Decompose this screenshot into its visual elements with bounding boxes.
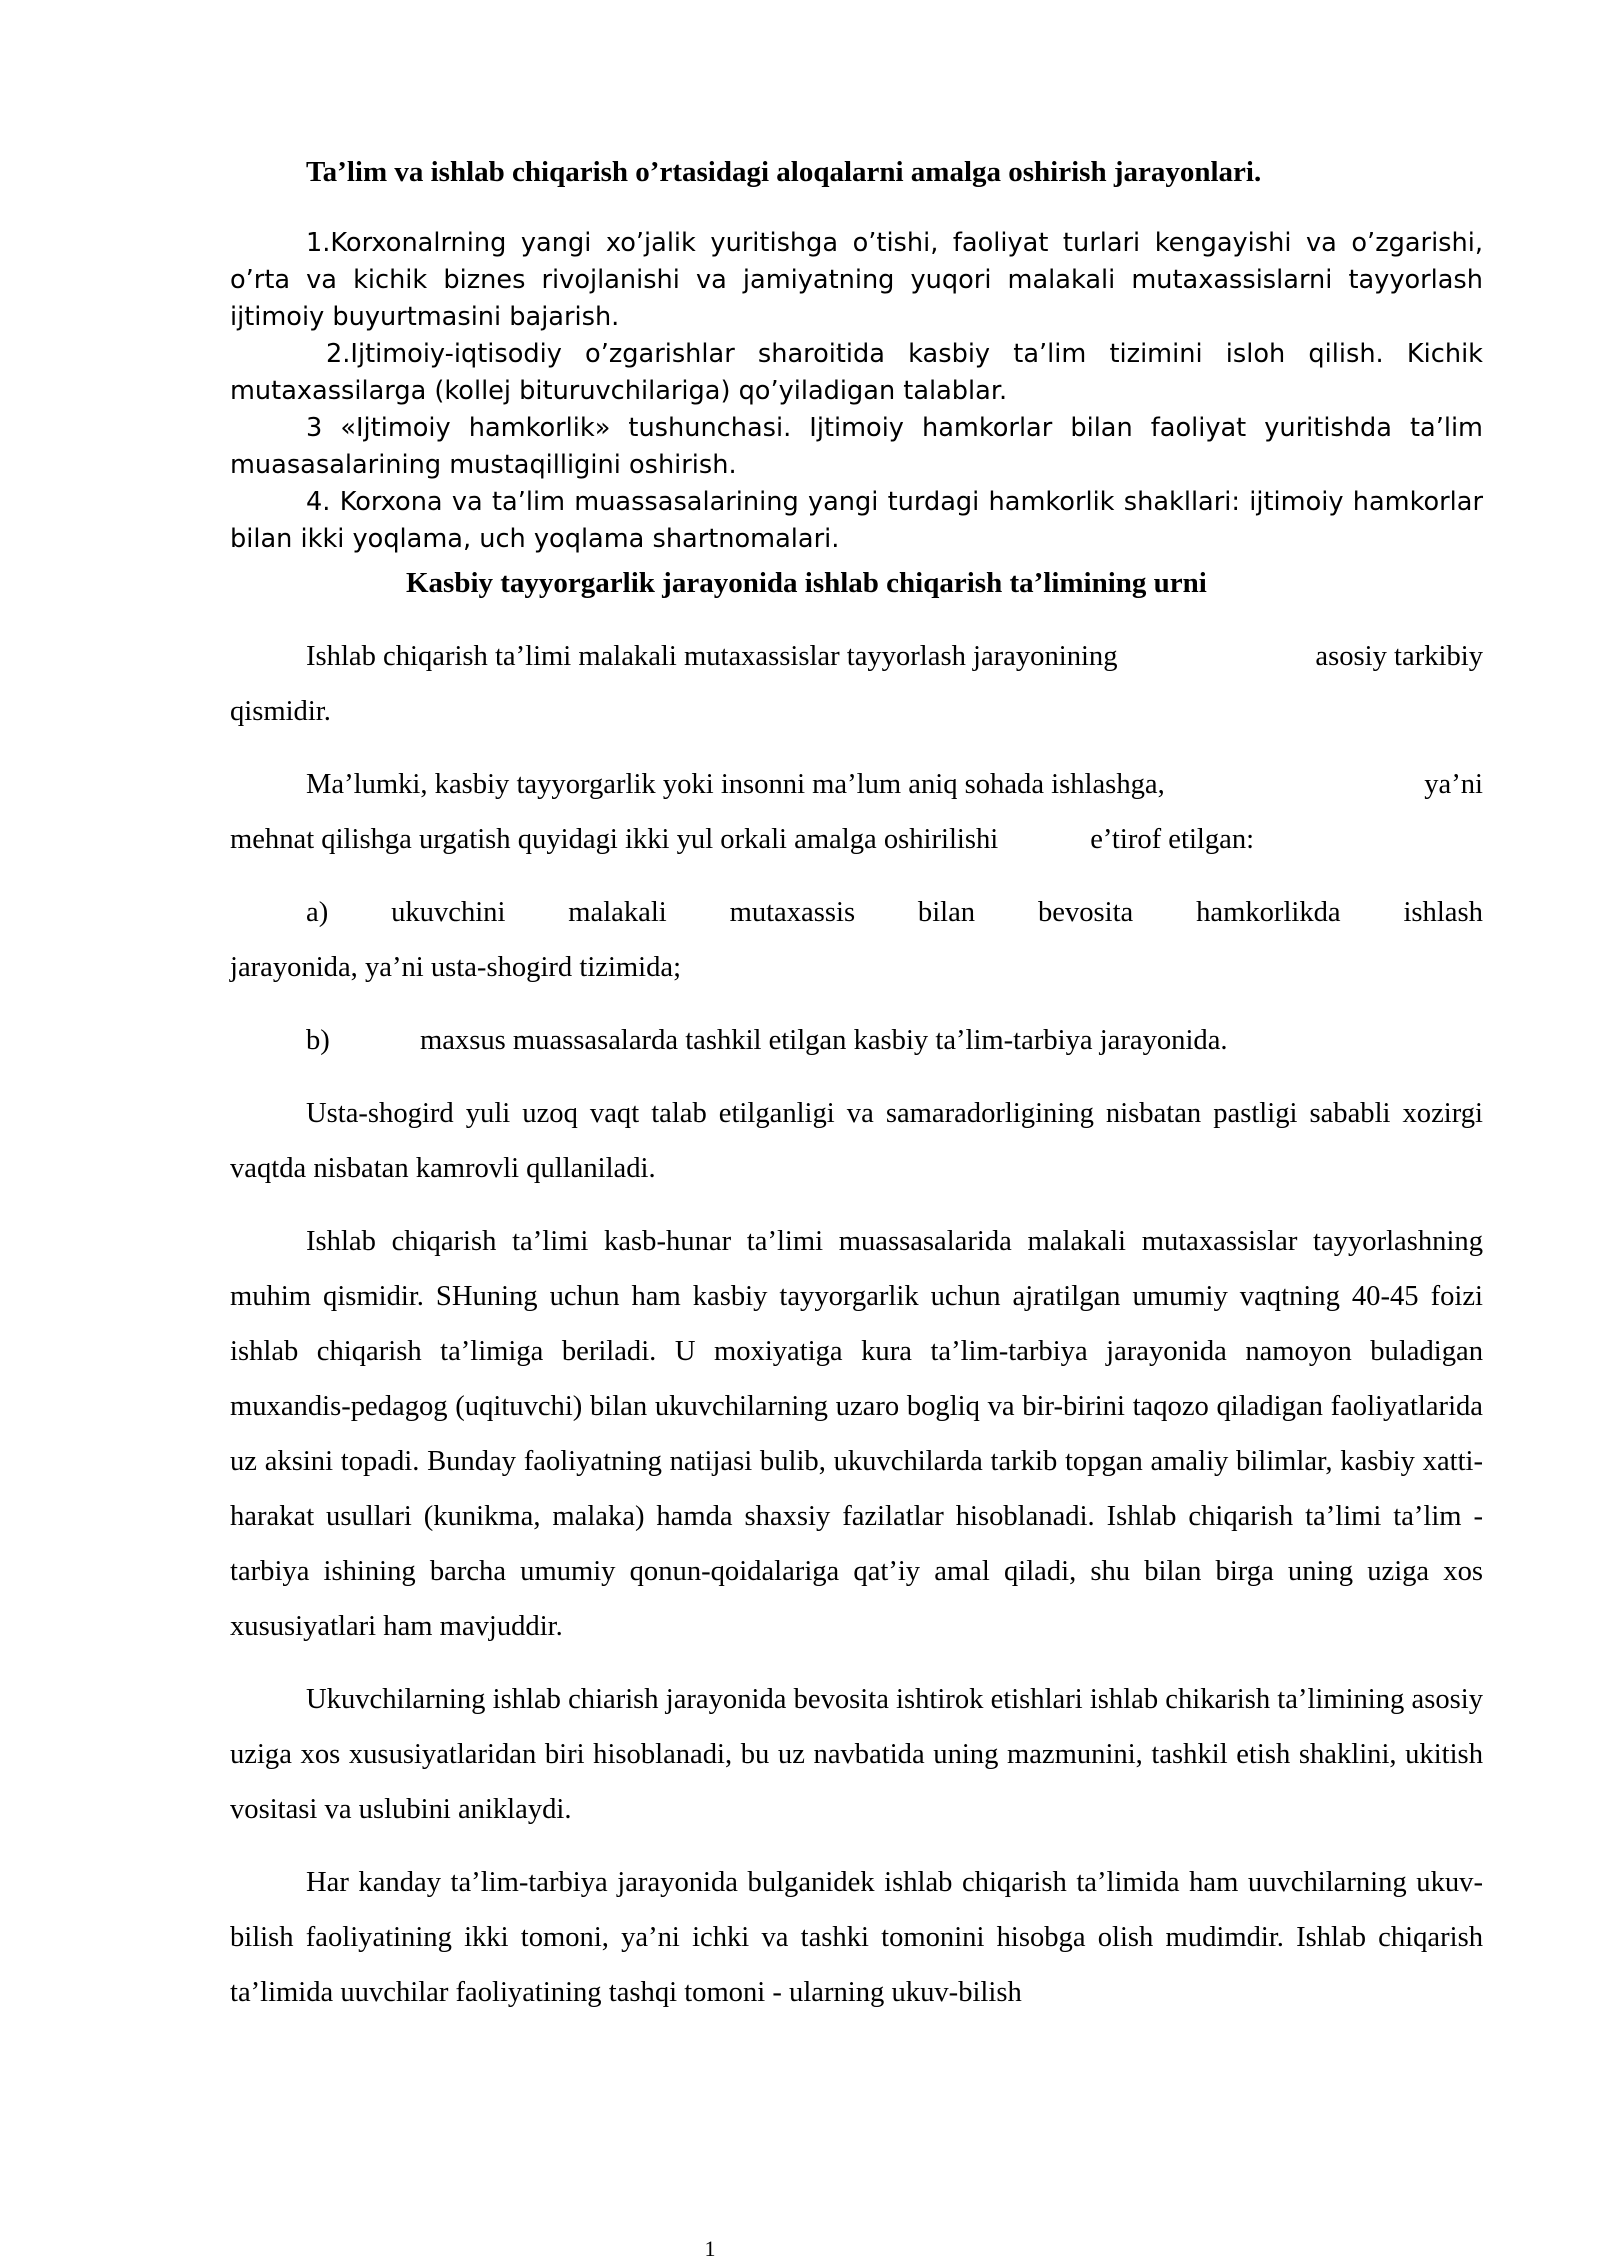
- paragraph-5: Ukuvchilarning ishlab chiarish jarayonida bevosita ishtirok etishlari ishlab chikarish ta’limining asosiy uziga xos xususiyatlaridan biri hisoblanadi, bu uz navbatida uning mazmunini, tashkil etish shaklini, ukitish vositasi va uslubini aniklaydi.: [230, 1684, 1483, 1825]
- topic-item-3: 3 «Ijtimoiy hamkorlik» tushunchasi. Ijtimoiy hamkorlar bilan faoliyat yuritishda ta’lim muasasalarining mustaqilligini oshirish.: [230, 413, 1483, 480]
- paragraph-6: Har kanday ta’lim-tarbiya jarayonida bulganidek ishlab chiqarish ta’limida ham uuvchilarning ukuv-bilish faoliyatining ikki tomoni, ya’ni ichki va tashki tomonini hisobga olish mudimdir. Ishlab chiqarish ta’limida uuvchilar faoliyatining tashqi tomoni - ularning ukuv-bilish: [230, 1867, 1483, 2008]
- body-text: [230, 629, 1483, 2020]
- paragraph-4: Ishlab chiqarish ta’limi kasb-hunar ta’limi muassasalarida malakali mutaxassislar tayyorlashning muhim qismidir. SHuning uchun ham kasbiy tayyorgarlik uchun ajratilgan umumiy vaqtning 40-45 foizi ishlab chiqarish ta’limiga beriladi. U moxiyatiga kura ta’lim-tarbiya jarayonida namoyon buladigan muxandis-pedagog (uqituvchi) bilan ukuvchilarning uzaro bogliq va bir-birini taqozo qiladigan faoliyatlarida uz aksini topadi. Bunday faoliyatning natijasi bulib, ukuvchilarda tarkib topgan amaliy bilimlar, kasbiy xatti-harakat usullari (kunikma, malaka) hamda shaxsiy fazilatlar hisoblanadi. Ishlab chiqarish ta’limi ta’lim - tarbiya ishining barcha umumiy qonun-qoidalariga qat’iy amal qiladi, shu bilan birga uning uziga xos xususiyatlari ham mavjuddir.: [230, 1226, 1483, 1642]
- list-item-b: [230, 1013, 1483, 1068]
- topic-item-1: 1.Korxonalrning yangi xo’jalik yuritishga o’tishi, faoliyat turlari kengayishi va o’zgarishi, o’rta va kichik biznes rivojlanishi va jamiyatning yuqori malakali mutaxassislarni tayyorlash ijtimoiy buyurtmasini bajarish.: [230, 228, 1483, 332]
- paragraph-1-line-2: qismidir.: [230, 696, 331, 727]
- list-item-a: [230, 885, 1483, 995]
- paragraph-1: [230, 629, 1483, 739]
- paragraph-2-line-1-left: Ma’lumki, kasbiy tayyorgarlik yoki insonni ma’lum aniq sohada ishlashga,: [306, 769, 1165, 800]
- paragraph-2-line-2-right: e’tirof etilgan:: [1090, 824, 1255, 855]
- paragraph-2-line-2-left: mehnat qilishga urgatish quyidagi ikki yul orkali amalga oshirilishi: [230, 824, 999, 855]
- list-item-b-label: b): [306, 1025, 330, 1056]
- paragraph-1-line-1-left: Ishlab chiqarish ta’limi malakali mutaxassislar tayyorlash jarayonining: [306, 641, 1118, 672]
- list-item-a-word: ishlash: [1403, 897, 1483, 928]
- document-heading: Ta’lim va ishlab chiqarish o’rtasidagi aloqalarni amalga oshirish jarayonlari.: [306, 156, 1262, 188]
- section-title: Kasbiy tayyorgarlik jarayonida ishlab chiqarish ta’limining urni: [406, 567, 1207, 599]
- list-item-a-word: mutaxassis: [729, 897, 856, 928]
- topic-list: [230, 225, 1483, 558]
- page-number: 1: [704, 2236, 716, 2261]
- paragraph-2: [230, 757, 1483, 867]
- paragraph-3: Usta-shogird yuli uzoq vaqt talab etilganligi va samaradorligining nisbatan pastligi sababli xozirgi vaqtda nisbatan kamrovli qullaniladi.: [230, 1098, 1483, 1184]
- list-item-a-word: hamkorlikda: [1196, 897, 1341, 928]
- topic-item-2: 2.Ijtimoiy-iqtisodiy o’zgarishlar sharoitida kasbiy ta’lim tizimini isloh qilish. Kichik mutaxassilarga (kollej bituruvchilariga) qo’yiladigan talablar.: [230, 339, 1483, 406]
- list-item-a-word: malakali: [568, 897, 667, 928]
- topic-item-4: 4. Korxona va ta’lim muassasalarining yangi turdagi hamkorlik shakllari: ijtimoiy hamkorlar bilan ikki yoqlama, uch yoqlama shartnomalari.: [230, 487, 1483, 554]
- paragraph-2-line-1-right: ya’ni: [1424, 769, 1483, 800]
- list-item-a-line-2: jarayonida, ya’ni usta-shogird tizimida;: [230, 952, 682, 983]
- list-item-a-label: a): [306, 897, 329, 928]
- paragraph-1-line-1-right: asosiy tarkibiy: [1315, 641, 1483, 672]
- list-item-a-word: bevosita: [1037, 897, 1134, 928]
- list-item-a-word: bilan: [917, 897, 976, 928]
- list-item-b-text: maxsus muassasalarda tashkil etilgan kasbiy ta’lim-tarbiya jarayonida.: [420, 1025, 1228, 1056]
- list-item-a-word: ukuvchini: [391, 897, 506, 928]
